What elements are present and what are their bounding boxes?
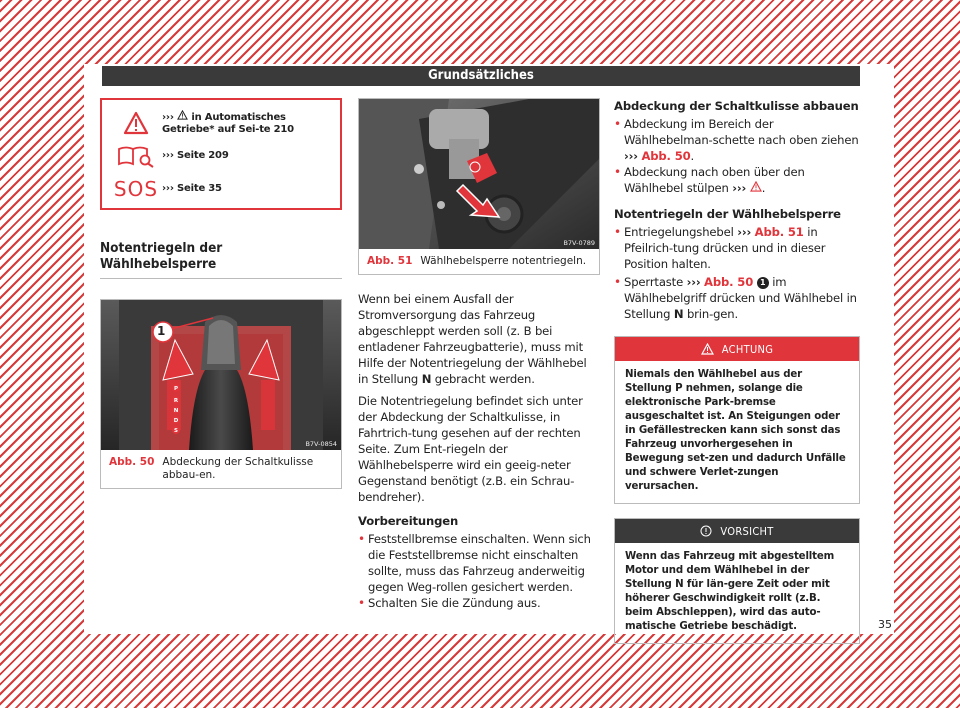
bullet-icon: •: [358, 532, 365, 546]
caption-text: Abdeckung der Schaltkulisse abbau-en.: [162, 456, 314, 481]
figure-label: Abb. 51: [367, 255, 413, 267]
caution-box: [614, 518, 860, 644]
reference-text[interactable]: ››› Seite 209: [162, 149, 229, 161]
caution-header: VORSICHT: [615, 519, 859, 543]
release-lever-illustration: [359, 99, 599, 249]
list-item: • Abdeckung nach oben über den Wählhebel stülpen ››› .: [614, 165, 805, 195]
subheading: Abdeckung der Schaltkulisse abbauen: [614, 99, 859, 113]
body-text: [358, 291, 600, 611]
reference-text[interactable]: ››› Seite 35: [162, 182, 222, 194]
reference-row: [110, 106, 332, 139]
paragraph: Die Notentriegelung befindet sich unter der Abdeckung der Schaltkulisse, in Fahrtrich-tung gesehen auf der rechten Seite. Zum Ent-riegeln der Wählhebelsperre wird ein geeig-neter Gegenstand benötigt (z.B. ein Schrau-bendreher).: [358, 394, 583, 504]
column-middle: [358, 98, 600, 611]
callout-number: 1: [757, 277, 769, 289]
figure-link[interactable]: Abb. 50: [641, 149, 691, 163]
release-lever-photo: [359, 99, 599, 249]
column-left: [100, 98, 342, 489]
list-item: • Feststellbremse einschalten. Wenn sich die Feststellbremse nicht einschalten sollte, muss das Fahrzeug anderweitig gegen Weg-rollen gesichert werden.: [358, 532, 591, 594]
warning-header: ACHTUNG: [615, 337, 859, 361]
warning-box: [614, 336, 860, 504]
reference-row: [110, 172, 332, 205]
paragraph: Wenn bei einem Ausfall der Stromversorgung das Fahrzeug abgeschleppt werden soll (z. B bei entladener Fahrzeugbatterie), muss mit Hilfe der Notentriegelung der Wählhebel in Stellung N gebracht werden.: [358, 292, 587, 386]
info-circle-icon: [700, 525, 712, 537]
page-header: Grundsätzliches: [102, 66, 860, 86]
bullet-icon: •: [614, 225, 621, 239]
body-text: [614, 98, 860, 322]
figure-abb-51: [358, 98, 600, 275]
gear-labels: P R N D S: [173, 386, 179, 434]
bullet-icon: •: [614, 165, 621, 179]
sos-icon: SOS: [113, 176, 159, 201]
figure-abb-50: [100, 299, 342, 489]
list-item: • Sperrtaste ››› Abb. 50 1 im Wählhebelgriff drücken und Wählhebel in Stellung N brin-gen.: [614, 275, 857, 321]
page-number: 35: [878, 618, 892, 631]
reference-text[interactable]: ››› in Automatisches Getriebe* auf Sei-te 210: [162, 111, 294, 135]
manual-search-icon: [110, 144, 162, 168]
warning-text: Niemals den Wählhebel aus der Stellung P nehmen, solange die elektronische Park-bremse ausgeschaltet ist. An Steigungen oder in Gefällestrecken kann sich sonst das Fahrzeug unvorhergesehen in Bewegung set-zen und dadurch Unfälle und schwere Verlet-zungen verursachen.: [625, 369, 846, 492]
warning-icon: [701, 343, 714, 355]
reference-row: [110, 139, 332, 172]
warning-icon: [750, 181, 762, 192]
reference-box: [100, 98, 342, 210]
figure-label: Abb. 50: [109, 456, 155, 468]
bullet-icon: •: [358, 596, 365, 610]
image-code: B7V-0789: [563, 239, 595, 247]
caution-text: Wenn das Fahrzeug mit abgestelltem Motor und dem Wählhebel in der Stellung N für län-gere Zeit oder mit höherer Geschwindigkeit rollt (z.B. beim Abschleppen), wird das auto-matische Getriebe beschädigt.: [625, 551, 835, 632]
list-item: • Schalten Sie die Zündung aus.: [358, 596, 541, 610]
bullet-icon: •: [614, 117, 621, 131]
figure-caption: [359, 249, 599, 274]
image-code: B7V-0854: [305, 440, 337, 448]
warning-icon: [177, 110, 188, 120]
figure-link[interactable]: Abb. 51: [754, 225, 804, 239]
subheading: Notentriegeln der Wählhebelsperre: [614, 207, 841, 221]
figure-link[interactable]: Abb. 50: [704, 275, 754, 289]
subheading: Vorbereitungen: [358, 514, 459, 528]
caption-text: Wählhebelsperre notentriegeln.: [420, 255, 587, 267]
gear-selector-photo: [101, 300, 341, 450]
gear-selector-illustration: [101, 300, 341, 450]
list-item: • Entriegelungshebel ››› Abb. 51 in Pfeilrich-tung drücken und in dieser Position halten.: [614, 225, 826, 271]
figure-caption: [101, 450, 341, 488]
callout-number: 1: [157, 324, 166, 338]
warning-icon: [110, 111, 162, 135]
column-right: [614, 98, 860, 644]
section-title: Notentriegeln der Wählhebelsperre: [100, 240, 342, 279]
list-item: • Abdeckung im Bereich der Wählhebelman-schette nach oben ziehen ››› Abb. 50.: [614, 117, 859, 163]
bullet-icon: •: [614, 275, 621, 289]
